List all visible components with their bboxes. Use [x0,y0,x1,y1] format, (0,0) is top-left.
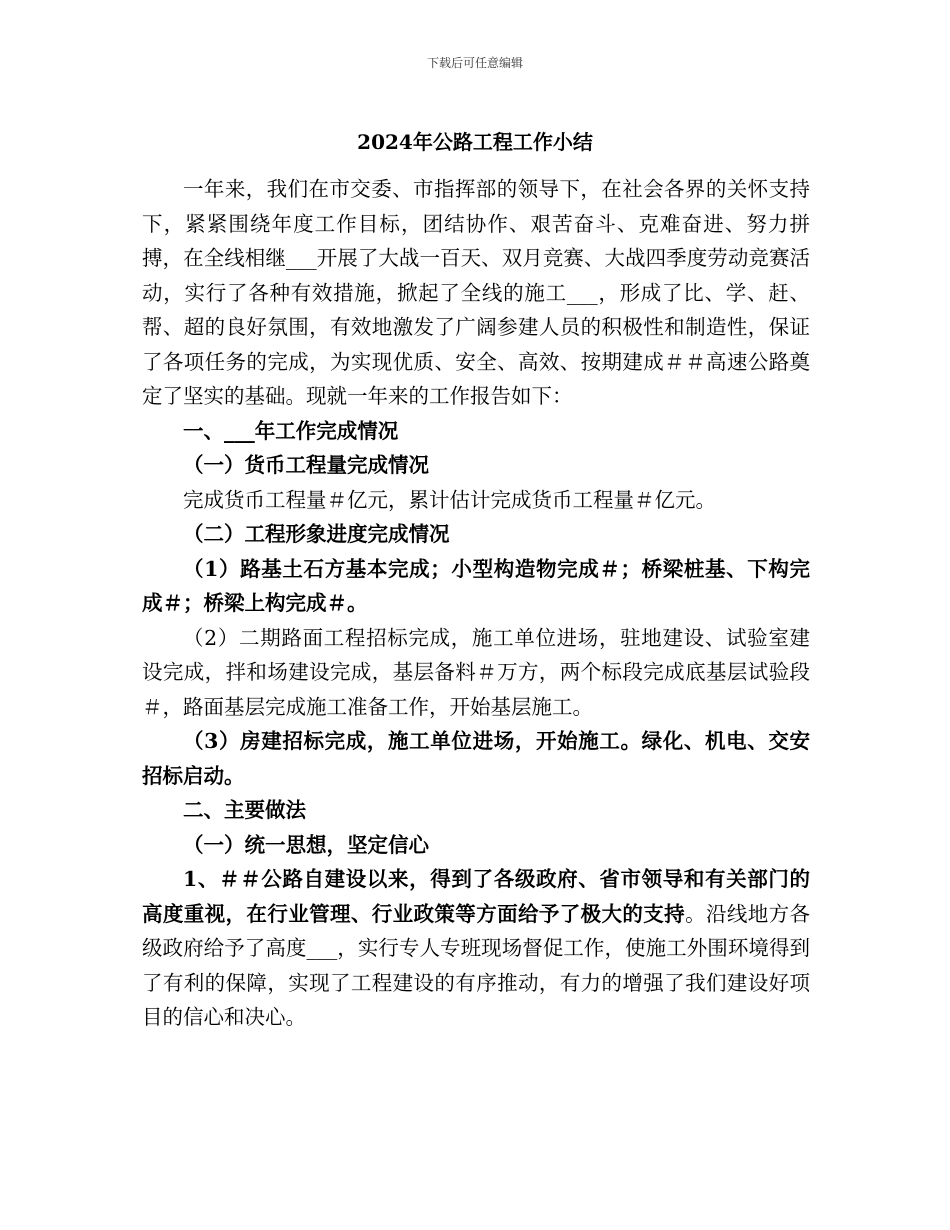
practice-item-1 [142,862,810,1035]
progress-item-1: （1）路基土石方基本完成；小型构造物完成＃；桥梁桩基、下构完成＃；桥梁上构完成＃。 [142,556,810,615]
document-body [142,172,810,1035]
section-heading-2: 二、主要做法 [183,798,306,822]
progress-item-3: （3）房建招标完成，施工单位进场，开始施工。绿化、机电、交安招标启动。 [142,729,810,788]
document-title: 2024年公路工程工作小结 [357,130,593,154]
intro-paragraph: 一年来，我们在市交委、市指挥部的领导下，在社会各界的关怀支持下，紧紧围绕年度工作目标，团结协作、艰苦奋斗、克难奋进、努力拼搏，在全线相继___开展了大战一百天、双月竞赛、大战四季度劳动竞赛活动，实行了各种有效措施，掀起了全线的施工___，形成了比、学、赶、帮、超的良好氛围，有效地激发了广阔参建人员的积极性和制造性，保证了各项任务的完成，为实现优质、安全、高效、按期建成＃＃高速公路奠定了坚实的基础。现就一年来的工作报告如下： [142,177,810,408]
subsection-heading-1-2: （二）工程形象进度完成情况 [183,522,450,546]
section-heading-1: 一、___年工作完成情况 [183,418,399,443]
monetary-progress-paragraph: 完成货币工程量＃亿元，累计估计完成货币工程量＃亿元。 [183,487,716,512]
subsection-heading-1-1: （一）货币工程量完成情况 [183,453,429,477]
progress-item-2: （2）二期路面工程招标完成，施工单位进场，驻地建设、试验室建设完成，拌和场建设完成，基层备料＃万方，两个标段完成底基层试验段＃，路面基层完成施工准备工作，开始基层施工。 [142,625,810,719]
practice-item-1-rest: 。沿线地方各级政府给予了高度___，实行专人专班现场督促工作，使施工外围环境得到了有利的保障，实现了工程建设的有序推动，有力的增强了我们建设好项目的信心和决心。 [142,901,811,1029]
practice-item-1-bold: 1、＃＃公路自建设以来，得到了各级政府、省市领导和有关部门的高度重视，在行业管理、行业政策等方面给予了极大的支持 [142,867,810,926]
subsection-heading-2-1: （一）统一思想，坚定信心 [183,832,429,857]
header-note: 下载后可任意编辑 [426,56,523,70]
